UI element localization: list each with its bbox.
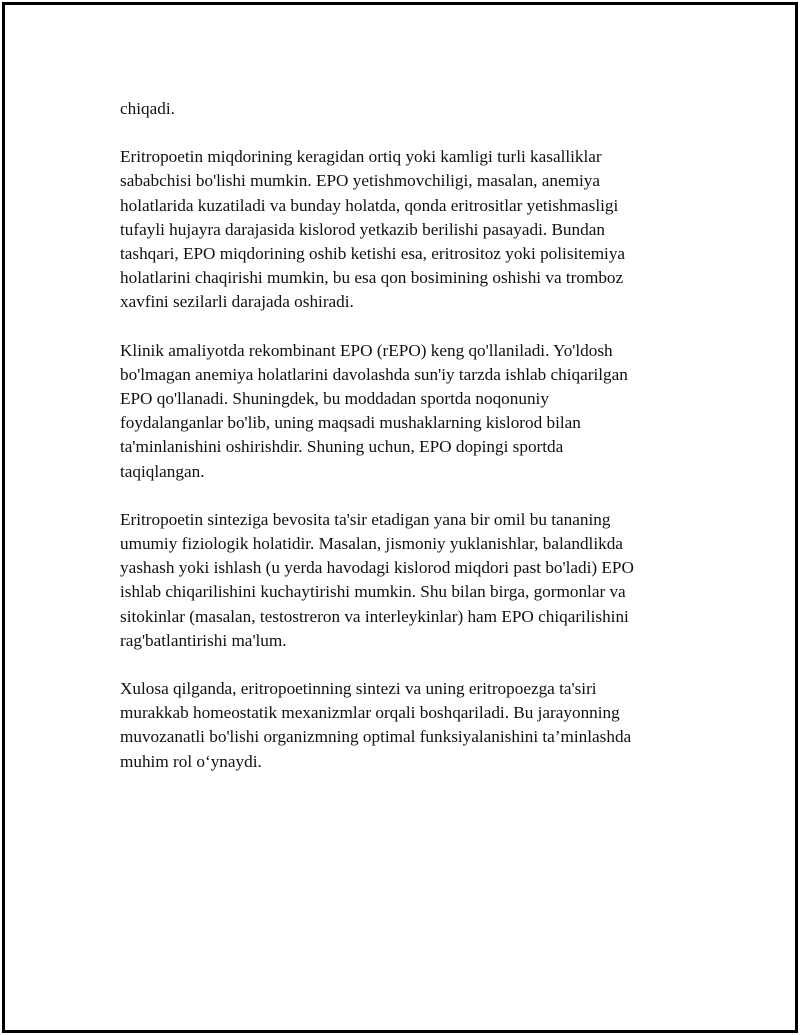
text-line: Klinik amaliyotda rekombinant EPO (rEPO) keng qo'llaniladi. Yo'ldosh [120,340,613,360]
text-line: rag'batlantirishi ma'lum. [120,630,287,650]
text-line: bo'lmagan anemiya holatlarini davolashda sun'iy tarzda ishlab chiqarilgan [120,364,628,384]
text-line: muvozanatli bo'lishi organizmning optimal funksiyalanishini ta’minlashda [120,727,632,747]
text-line: yashash yoki ishlash (u yerda havodagi kislorod miqdori past bo'ladi) EPO [120,558,634,578]
text-line: sababchisi bo'lishi mumkin. EPO yetishmovchiligi, masalan, anemiya [120,171,600,191]
text-line: holatlarida kuzatiladi va bunday holatda, qonda eritrositlar yetishmasligi [120,195,619,215]
text-line: Xulosa qilganda, eritropoetinning sintezi va uning eritropoezga ta'siri [120,679,597,699]
text-line: tashqari, EPO miqdorining oshib ketishi esa, eritrositoz yoki polisitemiya [120,244,626,264]
text-line: Eritropoetin miqdorining keragidan ortiq yoki kamligi turli kasalliklar [120,147,602,167]
text-line: murakkab homeostatik mexanizmlar orqali boshqariladi. Bu jarayonning [120,703,620,723]
text-line: ishlab chiqarilishini kuchaytirishi mumkin. Shu bilan birga, gormonlar va [120,582,626,602]
text-line: taqiqlangan. [120,461,205,481]
text-line: tufayli hujayra darajasida kislorod yetkazib berilishi pasayadi. Bundan [120,219,605,239]
document-body [120,97,680,798]
paragraph-5 [120,677,680,774]
page-frame [2,2,798,1033]
paragraph-3 [120,339,680,484]
text-line: muhim rol o‘ynaydi. [120,751,262,771]
text-line: chiqadi. [120,99,175,118]
text-line: Eritropoetin sinteziga bevosita ta'sir etadigan yana bir omil bu tananing [120,509,611,529]
paragraph-1 [120,97,680,121]
text-line: holatlarini chaqirishi mumkin, bu esa qon bosimining oshishi va tromboz [120,268,624,288]
text-line: sitokinlar (masalan, testostreron va interleykinlar) ham EPO chiqarilishini [120,606,629,626]
text-line: xavfini sezilarli darajada oshiradi. [120,292,354,312]
paragraph-4 [120,508,680,653]
text-line: umumiy fiziologik holatidir. Masalan, jismoniy yuklanishlar, balandlikda [120,534,623,554]
paragraph-2 [120,145,680,314]
text-line: EPO qo'llanadi. Shuningdek, bu moddadan sportda noqonuniy [120,389,549,409]
text-line: ta'minlanishini oshirishdir. Shuning uchun, EPO dopingi sportda [120,437,564,457]
text-line: foydalanganlar bo'lib, uning maqsadi mushaklarning kislorod bilan [120,413,581,433]
